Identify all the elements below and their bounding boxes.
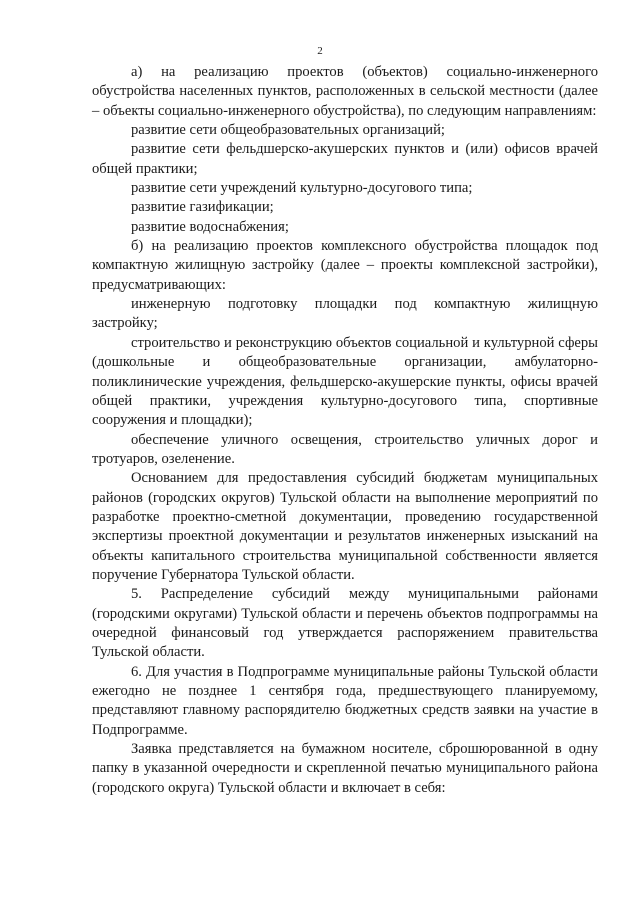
paragraph-water-supply: развитие водоснабжения; <box>131 218 289 235</box>
paragraph-schools: развитие сети общеобразовательных организаций; <box>131 122 445 139</box>
paragraph-clause-5: 5. Распределение субсидий между муниципальными районами (городскими округами) Тульской области и перечень объектов подпрограммы на очередной финансовый год утверждается распоряжением правительства Тульской области. <box>92 586 598 661</box>
paragraph-street-lighting: обеспечение уличного освещения, строительство уличных дорог и тротуаров, озеленение. <box>92 431 598 467</box>
paragraph-item-b: б) на реализацию проектов комплексного обустройства площадок под компактную жилищную застройку (далее – проекты комплексной застройки), предусматривающих: <box>92 238 598 293</box>
paragraph-application: Заявка представляется на бумажном носителе, сброшюрованной в одну папку в указанной очередности и скрепленной печатью муниципального района (городского округа) Тульской области и включает в себя: <box>92 741 598 796</box>
paragraph-construction: строительство и реконструкцию объектов социальной и культурной сферы (дошкольные и общеобразовательные организации, амбулаторно-поликлинические учреждения, фельдшерско-акушерские пункты, офисы врачей общей практики, учреждения культурно-досугового типа, спортивные сооружения и площадки); <box>92 334 598 429</box>
paragraph-site-preparation: инженерную подготовку площадки под компактную жилищную застройку; <box>92 296 598 332</box>
document-body <box>92 63 598 798</box>
paragraph-clause-6: 6. Для участия в Подпрограмме муниципальные районы Тульской области ежегодно не позднее 1 сентября года, предшествующего планируемому, представляют главному распорядителю бюджетных средств заявки на участие в Подпрограмме. <box>92 663 598 738</box>
paragraph-item-a: а) на реализацию проектов (объектов) социально-инженерного обустройства населенных пунктов, расположенных в сельской местности (далее – объекты социально-инженерного обустройства), по следующим направлениям: <box>92 64 598 119</box>
paragraph-cultural-institutions: развитие сети учреждений культурно-досугового типа; <box>131 180 473 197</box>
page-number: 2 <box>317 45 323 57</box>
paragraph-medical-points: развитие сети фельдшерско-акушерских пунктов и (или) офисов врачей общей практики; <box>92 141 598 177</box>
paragraph-basis-for-subsidies: Основанием для предоставления субсидий бюджетам муниципальных районов (городских округов) Тульской области на выполнение мероприятий по разработке проектно-сметной документации, проведению государственной экспертизы проектной документации и результатов инженерных изысканий на объекты капитального строительства муниципальной собственности является поручение Губернатора Тульской области. <box>92 470 598 583</box>
paragraph-gasification: развитие газификации; <box>131 199 274 216</box>
